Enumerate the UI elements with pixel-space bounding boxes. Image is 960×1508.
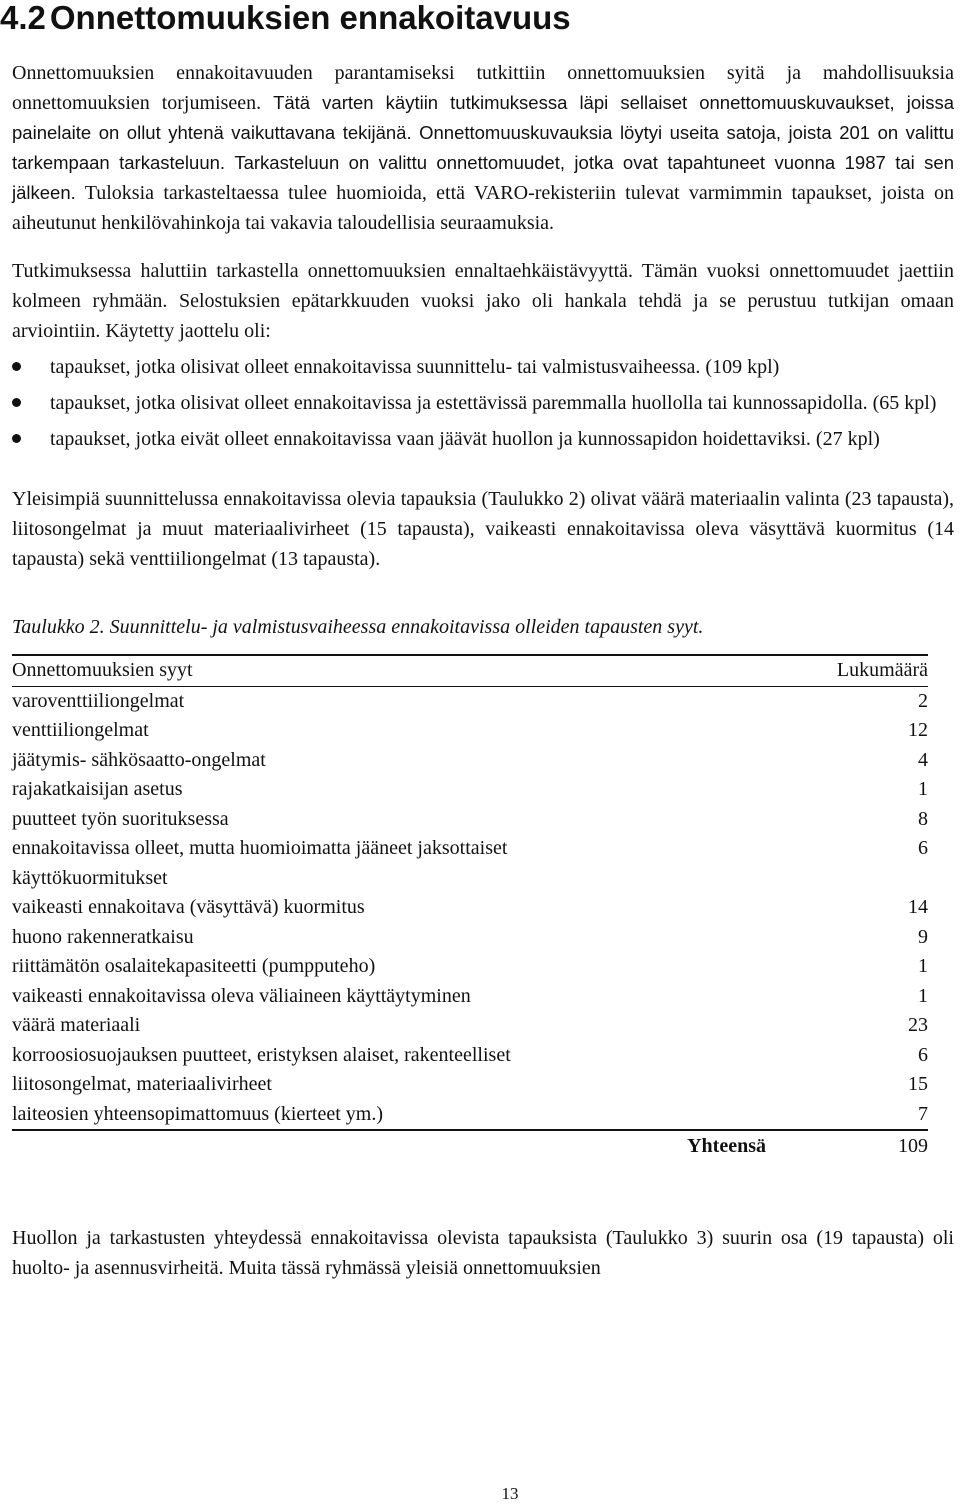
- table-row: [12, 1100, 928, 1131]
- table-row: [12, 775, 928, 805]
- list-item: [12, 352, 954, 382]
- table-row: [12, 893, 928, 923]
- table-row: [12, 982, 928, 1012]
- table-header-row: [12, 655, 928, 686]
- total-value: 109: [898, 1135, 928, 1157]
- cause-cell: jäätymis- sähkösaatto-ongelmat: [12, 748, 266, 771]
- table-row: [12, 716, 928, 746]
- section-number: 4.2: [0, 0, 46, 36]
- summary-paragraph: Yleisimpiä suunnittelussa ennakoitavissa olevia tapauksia (Taulukko 2) olivat väärä materiaalin valinta (23 tapausta), liitosongelmat ja muut materiaalivirheet (15 tapausta), vaikeasti ennakoitavissa oleva väsyttävä kuormitus (14 tapausta) sekä venttiiliongelmat (13 tapausta).: [12, 488, 954, 570]
- cause-cell: varoventtiiliongelmat: [12, 689, 185, 712]
- list-item: [12, 388, 954, 418]
- cause-cell: väärä materiaali: [12, 1014, 141, 1036]
- list-item: [12, 424, 954, 454]
- cause-cell: riittämätön osalaitekapasiteetti (pumpputeho): [12, 955, 376, 977]
- table-row: [12, 746, 928, 776]
- intro-sentence-2: Tätä varten käytiin tutkimuksessa läpi sellaiset onnettomuuskuvaukset, joissa painelaite on ollut yhtenä vaikuttavana tekijänä. Onnettomuuskuvauksia löytyi useita satoja, joista 201 on valittu tarkempaan tarkasteluun.: [12, 92, 955, 173]
- table-row: [12, 805, 928, 835]
- intro-paragraph: [12, 58, 954, 238]
- section-title: Onnettomuuksien ennakoitavuus: [49, 0, 571, 36]
- cause-cell: rajakatkaisijan asetus: [12, 778, 183, 800]
- cause-cell: liitosongelmat, materiaalivirheet: [12, 1073, 272, 1095]
- classification-list: [12, 352, 954, 454]
- intro-sentence-1: Onnettomuuksien ennakoitavuuden parantamiseksi tutkittiin onnettomuuksien syitä ja mahdollisuuksia onnettomuuksien torjumiseen.: [12, 62, 954, 114]
- maintenance-paragraph: Huollon ja tarkastusten yhteydessä ennakoitavissa olevista tapauksista (Taulukko 3) suurin osa (19 tapausta) oli huolto- ja asennusvirheitä. Muita tässä ryhmässä yleisiä onnettomuuksien: [12, 1227, 954, 1279]
- count-cell: 4: [918, 748, 928, 771]
- table-row: [12, 686, 928, 716]
- cause-cell: laiteosien yhteensopimattomuus (kierteet ym.): [12, 1102, 384, 1125]
- bullet-icon: [12, 434, 21, 443]
- table-row: [12, 834, 928, 893]
- cause-cell: huono rakenneratkaisu: [12, 925, 194, 948]
- count-cell: 1: [918, 955, 928, 977]
- count-cell: 6: [918, 837, 928, 859]
- cause-cell: vaikeasti ennakoitava (väsyttävä) kuormitus: [12, 896, 365, 918]
- count-cell: 9: [918, 925, 928, 948]
- classification-paragraph: Tutkimuksessa haluttiin tarkastella onnettomuuksien ennaltaehkäistävyyttä. Tämän vuoksi onnettomuudet jaettiin kolmeen ryhmään. Selostuksien epätarkkuuden vuoksi jako oli hankala tehdä ja se perustuu tutkijan omaan arviointiin. Käytetty jaottelu oli:: [12, 260, 954, 342]
- cause-cell: puutteet työn suorituksessa: [12, 807, 229, 830]
- count-cell: 12: [908, 719, 928, 741]
- bullet-icon: [12, 398, 21, 407]
- list-item-text: tapaukset, jotka eivät olleet ennakoitavissa vaan jäävät huollon ja kunnossapidon hoidettaviksi. (27 kpl): [50, 428, 880, 450]
- cause-cell: ennakoitavissa olleet, mutta huomioimatta jääneet jaksottaiset käyttökuormitukset: [12, 837, 508, 889]
- table-row: [12, 923, 928, 953]
- list-item-text: tapaukset, jotka olisivat olleet ennakoitavissa ja estettävissä paremmalla huollolla tai kunnossapidolla. (65 kpl): [50, 392, 937, 414]
- count-cell: 23: [908, 1014, 928, 1036]
- table-row: [12, 1041, 928, 1071]
- page-number: 13: [501, 1484, 519, 1503]
- column-header-causes: Onnettomuuksien syyt: [12, 659, 193, 681]
- causes-table: [12, 654, 928, 1161]
- count-cell: 8: [918, 807, 928, 830]
- table-caption: Taulukko 2. Suunnittelu- ja valmistusvaiheessa ennakoitavissa olleiden tapausten syyt.: [12, 616, 704, 638]
- count-cell: 6: [918, 1043, 928, 1066]
- intro-sentence-3: Tarkasteluun on valittu onnettomuudet, jotka ovat tapahtuneet vuonna 1987 tai sen jälkeen.: [12, 152, 954, 203]
- total-label: Yhteensä: [687, 1135, 766, 1157]
- bullet-icon: [12, 362, 21, 371]
- count-cell: 15: [908, 1073, 928, 1095]
- cause-cell: vaikeasti ennakoitavissa oleva väliaineen käyttäytyminen: [12, 984, 471, 1007]
- table-row: [12, 952, 928, 982]
- count-cell: 7: [918, 1102, 928, 1125]
- count-cell: 2: [918, 689, 928, 712]
- intro-sentence-4: Tuloksia tarkasteltaessa tulee huomioida, että VARO-rekisteriin tulevat varmimmin tapaukset, joista on aiheutunut henkilövahinkoja tai vakavia taloudellisia seuraamuksia.: [12, 182, 954, 234]
- section-heading: [0, 0, 954, 36]
- count-cell: 1: [918, 778, 928, 800]
- list-item-text: tapaukset, jotka olisivat olleet ennakoitavissa suunnittelu- tai valmistusvaiheessa. (109 kpl): [50, 356, 780, 378]
- cause-cell: venttiiliongelmat: [12, 719, 149, 741]
- table-total-row: [12, 1130, 928, 1161]
- count-cell: 14: [908, 896, 928, 918]
- count-cell: 1: [918, 984, 928, 1007]
- column-header-count: Lukumäärä: [836, 659, 928, 681]
- table-row: [12, 1011, 928, 1041]
- table-row: [12, 1070, 928, 1100]
- cause-cell: korroosiosuojauksen puutteet, eristyksen alaiset, rakenteelliset: [12, 1043, 511, 1066]
